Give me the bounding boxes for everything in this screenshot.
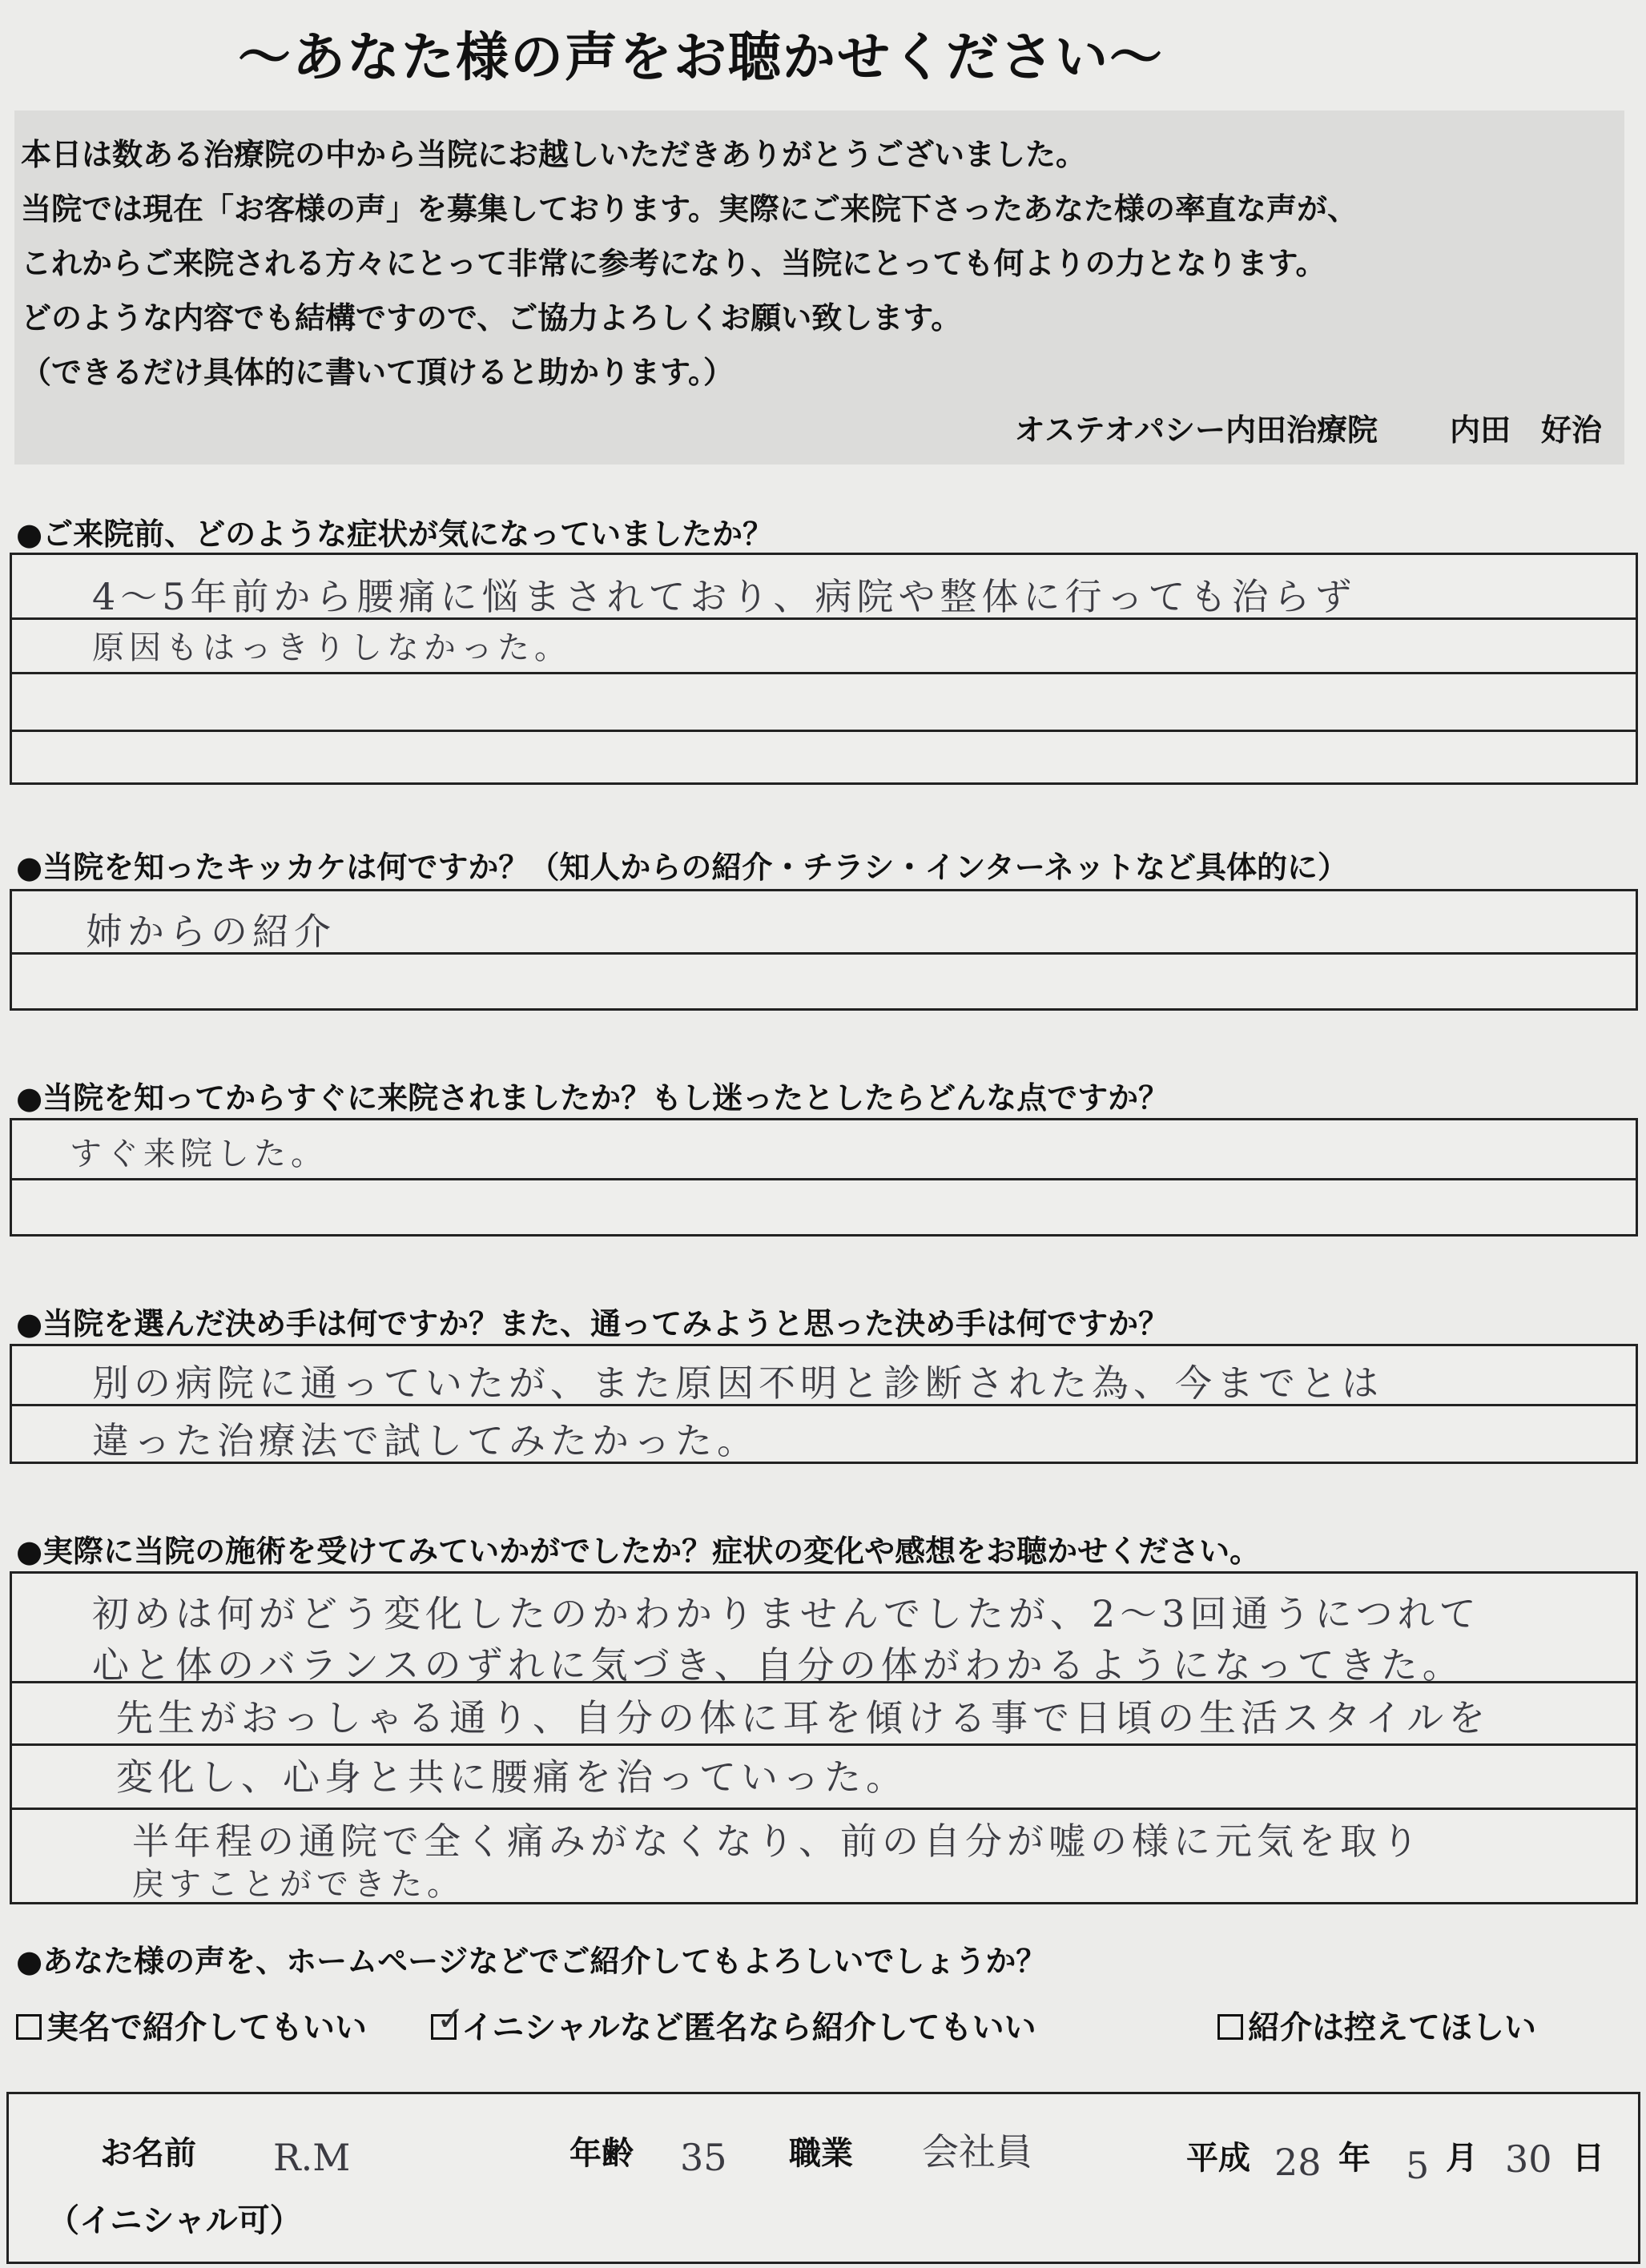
year-label: 年 [1338,2140,1370,2177]
handwritten-answer: 戻すことができた。 [132,1866,464,1903]
age-label: 年齢 [569,2135,634,2172]
checkbox-anonymous[interactable] [431,1999,465,2040]
intro-line: これからご来院される方々にとって非常に参考になり、当院にとっても何よりの力となります。 [21,246,1326,281]
checkmark-icon: ✓ [437,1999,465,2038]
handwritten-answer: 別の病院に通っていたが、また原因不明と診断された為、今までとは [92,1361,1383,1405]
name-label: お名前 [100,2135,196,2172]
respondent-info-box [6,2092,1640,2264]
handwritten-answer: 心と体のバランスのずれに気づき、自分の体がわかるようになってきた。 [92,1643,1464,1687]
intro-line: 本日は数ある治療院の中から当院にお越しいただきありがとうございました。 [21,137,1087,172]
occupation-label: 職業 [789,2135,853,2172]
option-real-name[interactable]: 実名で紹介してもいい [16,2002,367,2048]
day-label: 日 [1572,2140,1604,2177]
question-impressions: ●実際に当院の施術を受けてみていかがでしたか？症状の変化や感想をお聴かせください。 [16,1534,1261,1569]
intro-line: （できるだけ具体的に書いて頂けると助かります。） [21,355,734,390]
year-value: 28 [1274,2141,1322,2184]
handwritten-answer: 原因もはっきりしなかった。 [92,629,571,666]
option-anonymous[interactable]: ✓ イニシャルなど匿名なら紹介してもいい [431,2002,1036,2048]
answer-box-hesitation [10,1118,1638,1237]
name-note: （イニシャル可） [47,2202,302,2239]
intro-line: 当院では現在「お客様の声」を募集しております。実際にご来院下さったあなた様の率直な声が、 [21,191,1358,227]
handwritten-answer: 半年程の通院で全く痛みがなくなり、前の自分が嘘の様に元気を取り [132,1820,1423,1863]
checkbox-decline[interactable] [1217,2014,1243,2040]
name-value: R.M [273,2136,351,2179]
handwritten-answer: 変化し、心身と共に腰痛を治っていった。 [116,1755,908,1799]
question-trigger: ●当院を知ったキッカケは何ですか？（知人からの紹介・チラシ・インターネットなど具体的に） [16,850,1348,885]
clinic-signature [1015,405,1602,449]
handwritten-answer: 先生がおっしゃる通り、自分の体に耳を傾ける事で日頃の生活スタイルを [116,1696,1491,1739]
answer-box-symptoms [10,553,1638,785]
clinic-name: オステオパシー内田治療院 [1014,412,1378,448]
day-value: 30 [1505,2137,1552,2181]
question-hesitation: ●当院を知ってからすぐに来院されましたか？もし迷ったとしたらどんな点ですか？ [16,1080,1169,1116]
option-decline[interactable]: 紹介は控えてほしい [1217,2002,1536,2048]
handwritten-answer: 姉からの紹介 [86,910,336,953]
intro-line: どのような内容でも結構ですので、ご協力よろしくお願い致します。 [21,300,962,336]
era-label: 平成 [1186,2140,1250,2177]
occupation-value: 会社員 [922,2130,1032,2174]
handwritten-answer: 違った治療法で試してみたかった。 [92,1419,759,1462]
question-symptoms: ●ご来院前、どのような症状が気になっていましたか？ [16,517,774,552]
age-value: 35 [680,2136,727,2179]
director-name: 内田 好治 [1449,412,1602,448]
answer-box-deciding-factor [10,1344,1638,1464]
handwritten-answer: 初めは何がどう変化したのかわかりませんでしたが、2～3回通うにつれて [92,1592,1481,1635]
month-value: 5 [1406,2144,1430,2187]
question-deciding-factor: ●当院を選んだ決め手は何ですか？また、通ってみようと思った決め手は何ですか？ [16,1306,1169,1341]
answer-box-impressions [10,1571,1638,1904]
question-consent: ●あなた様の声を、ホームページなどでご紹介してもよろしいでしょうか？ [16,1944,1047,1979]
checkbox-real-name[interactable] [16,2014,42,2040]
handwritten-answer: 4～5年前から腰痛に悩まされており、病院や整体に行っても治らず [92,575,1357,618]
month-label: 月 [1446,2140,1478,2177]
answer-box-trigger [10,889,1638,1011]
page-title: ～あなた様の声をお聴かせください～ [238,26,1164,88]
handwritten-answer: すぐ来院した。 [70,1136,328,1172]
intro-panel [14,111,1624,464]
